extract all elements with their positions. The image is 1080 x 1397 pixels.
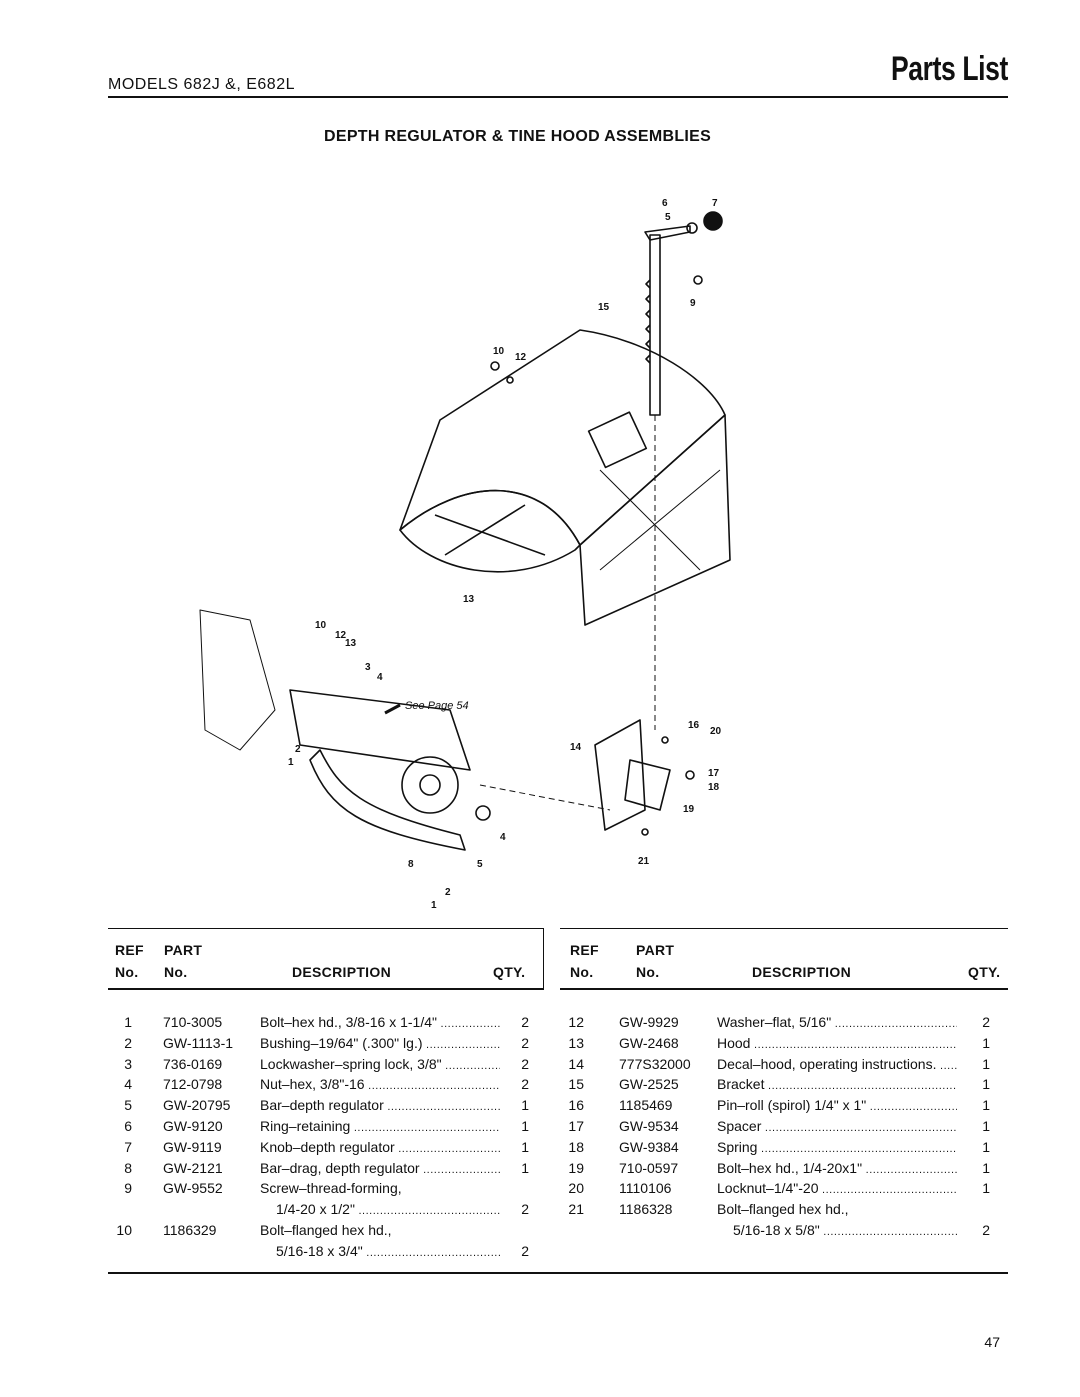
callout-13-hood: 13 bbox=[463, 594, 475, 605]
callout-12-upper: 12 bbox=[515, 352, 527, 363]
ref-number: 8 bbox=[124, 1159, 132, 1176]
table-row bbox=[560, 1137, 1008, 1158]
part-description: Bar–drag, depth regulator ..... bbox=[260, 1158, 500, 1181]
table-row bbox=[108, 1220, 543, 1241]
table-row bbox=[108, 1074, 543, 1095]
ref-number: 13 bbox=[568, 1034, 584, 1051]
part-description: Locknut–1/4"-20 ..... bbox=[717, 1178, 957, 1201]
quantity: 2 bbox=[521, 1014, 529, 1030]
part-description: Ring–retaining ..... bbox=[260, 1116, 500, 1139]
drag-bar-shape bbox=[310, 750, 465, 850]
quantity: 1 bbox=[982, 1055, 990, 1072]
quantity: 1 bbox=[982, 1076, 990, 1093]
part-description: 1/4-20 x 1/2" ..... bbox=[276, 1199, 500, 1222]
part-description: Washer–flat, 5/16" ..... bbox=[717, 1012, 957, 1035]
ref-number: 20 bbox=[568, 1180, 584, 1197]
exploded-parts-diagram bbox=[180, 170, 740, 920]
callout-5: 5 bbox=[665, 212, 671, 223]
quantity: 2 bbox=[521, 1055, 529, 1072]
ref-number: 21 bbox=[568, 1201, 584, 1218]
part-description: Decal–hood, operating instructions. ..... bbox=[717, 1054, 957, 1077]
part-number: GW-9119 bbox=[163, 1138, 222, 1155]
callout-4-lower: 4 bbox=[500, 832, 506, 843]
part-number: 1185469 bbox=[619, 1097, 673, 1114]
part-number: 712-0798 bbox=[163, 1076, 223, 1093]
part-number: GW-9552 bbox=[163, 1180, 223, 1197]
tine-hub-center-shape bbox=[420, 775, 440, 795]
callout-1-lower: 1 bbox=[431, 900, 437, 911]
depth-regulator-bar-shape bbox=[650, 235, 660, 415]
part-number: GW-9929 bbox=[619, 1014, 679, 1030]
ref-number: 14 bbox=[568, 1055, 584, 1072]
table-row bbox=[108, 1095, 543, 1116]
quantity: 2 bbox=[521, 1076, 529, 1093]
bar-handle-shape bbox=[645, 226, 690, 240]
part-description: 5/16-18 x 3/4" ..... bbox=[276, 1241, 500, 1264]
part-description: Bolt–hex hd., 1/4-20x1" ..... bbox=[717, 1158, 957, 1181]
hood-brace-shape bbox=[435, 505, 545, 555]
ref-number: 19 bbox=[568, 1159, 584, 1176]
table-row bbox=[108, 1158, 543, 1179]
table-bottom-rule bbox=[108, 1272, 1008, 1274]
part-number: 710-3005 bbox=[163, 1014, 223, 1030]
table-row bbox=[560, 1178, 1008, 1199]
part-description: Bushing–19/64" (.300" lg.) ..... bbox=[260, 1033, 500, 1056]
ref-number: 17 bbox=[568, 1118, 584, 1134]
retaining-ring-shape bbox=[687, 223, 697, 233]
callout-17: 17 bbox=[708, 768, 720, 779]
callout-20: 19 bbox=[683, 804, 695, 815]
part-description: Nut–hex, 3/8"-16 ..... bbox=[260, 1074, 500, 1097]
bracket-plate-shape bbox=[625, 760, 670, 810]
part-description: Knob–depth regulator ..... bbox=[260, 1137, 500, 1160]
quantity: 1 bbox=[982, 1159, 990, 1176]
callout-6: 6 bbox=[662, 198, 668, 209]
ref-number: 12 bbox=[568, 1014, 584, 1030]
table-row bbox=[108, 1033, 543, 1054]
quantity: 2 bbox=[521, 1034, 529, 1051]
part-description: Pin–roll (spirol) 1/4" x 1" ..... bbox=[717, 1095, 957, 1118]
part-description: Bar–depth regulator ..... bbox=[260, 1095, 500, 1118]
header-rule bbox=[108, 96, 1008, 98]
quantity: 2 bbox=[521, 1242, 529, 1259]
callout-19: 20 bbox=[710, 726, 722, 737]
callout-3: 3 bbox=[365, 662, 371, 673]
part-description: Bolt–hex hd., 3/8-16 x 1-1/4" ..... bbox=[260, 1012, 500, 1035]
diagram-svg bbox=[180, 170, 740, 920]
callout-10-upper: 10 bbox=[493, 346, 505, 357]
table-row bbox=[560, 1220, 1008, 1241]
part-description: Hood ..... bbox=[717, 1033, 957, 1056]
quantity: 1 bbox=[982, 1180, 990, 1197]
ref-number: 4 bbox=[124, 1076, 132, 1093]
page-number: 47 bbox=[984, 1334, 1000, 1350]
left-part-header: PART bbox=[164, 942, 203, 958]
part-number: GW-2468 bbox=[619, 1034, 679, 1051]
ref-number: 16 bbox=[568, 1097, 584, 1114]
see-page-arrow bbox=[385, 705, 400, 713]
center-line-shape bbox=[480, 415, 655, 810]
table-row bbox=[560, 1074, 1008, 1095]
part-description: Bolt–flanged hex hd., bbox=[260, 1222, 392, 1238]
quantity: 1 bbox=[982, 1138, 990, 1155]
spring-shape bbox=[686, 771, 694, 779]
part-number: GW-2525 bbox=[619, 1076, 679, 1093]
right-qty-header: QTY. bbox=[968, 964, 1001, 980]
right-description-header: DESCRIPTION bbox=[752, 964, 851, 980]
ref-number: 3 bbox=[124, 1055, 132, 1072]
table-row bbox=[108, 1178, 543, 1199]
table-row bbox=[108, 1012, 543, 1033]
washer-shape bbox=[507, 377, 513, 383]
bolt-21-shape bbox=[642, 829, 648, 835]
part-number: 710-0597 bbox=[619, 1159, 679, 1176]
ref-number: 7 bbox=[124, 1138, 132, 1155]
table-row bbox=[108, 1054, 543, 1075]
callout-labels bbox=[288, 198, 722, 911]
ref-number: 10 bbox=[116, 1222, 132, 1238]
bracket-shape bbox=[595, 720, 645, 830]
right-part-no-header: No. bbox=[636, 964, 660, 980]
ref-number: 1 bbox=[124, 1014, 132, 1030]
table-left-header-rule bbox=[108, 988, 543, 990]
part-number: 1186328 bbox=[619, 1201, 673, 1218]
left-part-no-header: No. bbox=[164, 964, 188, 980]
part-description: Bolt–flanged hex hd., bbox=[717, 1201, 849, 1218]
ref-number: 9 bbox=[124, 1180, 132, 1197]
table-row bbox=[108, 1137, 543, 1158]
table-row bbox=[560, 1012, 1008, 1033]
right-ref-no-header: No. bbox=[570, 964, 594, 980]
callout-7: 7 bbox=[712, 198, 718, 209]
ref-number: 2 bbox=[124, 1034, 132, 1051]
table-row bbox=[108, 1199, 543, 1220]
left-ref-no-header: No. bbox=[115, 964, 139, 980]
callout-8: 8 bbox=[408, 859, 414, 870]
part-number: GW-9534 bbox=[619, 1118, 679, 1134]
pin-shape bbox=[662, 737, 668, 743]
callout-15: 14 bbox=[570, 742, 582, 753]
quantity: 2 bbox=[521, 1201, 529, 1218]
callout-9: 9 bbox=[690, 298, 696, 309]
screw-shape bbox=[694, 276, 702, 284]
part-number: GW-1113-1 bbox=[163, 1034, 234, 1051]
left-qty-header: QTY. bbox=[493, 964, 526, 980]
table-row bbox=[560, 1095, 1008, 1116]
table-row bbox=[560, 1054, 1008, 1075]
knob-shape bbox=[704, 212, 722, 230]
part-number: GW-20795 bbox=[163, 1097, 231, 1114]
table-column-divider bbox=[543, 928, 544, 990]
callout-21: 21 bbox=[638, 856, 650, 867]
engine-frame-shape bbox=[200, 610, 275, 750]
quantity: 1 bbox=[521, 1138, 529, 1155]
callout-14: 15 bbox=[598, 302, 610, 313]
table-left-top-rule bbox=[108, 928, 543, 929]
table-row bbox=[560, 1033, 1008, 1054]
callout-16: 16 bbox=[688, 720, 700, 731]
quantity: 1 bbox=[521, 1118, 529, 1134]
quantity: 1 bbox=[982, 1097, 990, 1114]
part-number: 777S32000 bbox=[619, 1055, 691, 1072]
part-number: GW-9384 bbox=[619, 1138, 679, 1155]
decal-shape bbox=[589, 412, 647, 467]
ref-number: 15 bbox=[568, 1076, 584, 1093]
part-description: Spring ..... bbox=[717, 1137, 957, 1160]
table-row bbox=[560, 1116, 1008, 1137]
hood-top-shape bbox=[400, 330, 725, 545]
right-ref-header: REF bbox=[570, 942, 599, 958]
ref-number: 6 bbox=[124, 1118, 132, 1134]
quantity: 2 bbox=[982, 1222, 990, 1238]
callout-4-upper: 4 bbox=[377, 672, 383, 683]
page-title: Parts List bbox=[891, 50, 1008, 88]
callout-12-lower: 12 bbox=[335, 630, 347, 641]
callout-18: 18 bbox=[708, 782, 720, 793]
models-heading: MODELS 682J &, E682L bbox=[108, 76, 295, 93]
callout-13-lower: 13 bbox=[345, 638, 357, 649]
hardware-4-shape bbox=[476, 806, 490, 820]
right-part-header: PART bbox=[636, 942, 675, 958]
ref-number: 18 bbox=[568, 1138, 584, 1155]
callout-2-lower: 2 bbox=[445, 887, 451, 898]
part-description: Bracket ..... bbox=[717, 1074, 957, 1097]
hood-front-shape bbox=[400, 491, 580, 572]
part-description: Screw–thread-forming, bbox=[260, 1180, 402, 1197]
callout-1: 1 bbox=[288, 757, 294, 768]
table-row bbox=[108, 1241, 543, 1262]
left-description-header: DESCRIPTION bbox=[292, 964, 391, 980]
left-ref-header: REF bbox=[115, 942, 144, 958]
table-right-header-rule bbox=[560, 988, 1008, 990]
quantity: 1 bbox=[982, 1118, 990, 1134]
part-number: 1110106 bbox=[619, 1180, 672, 1197]
part-description: 5/16-18 x 5/8" ..... bbox=[733, 1220, 957, 1243]
part-description: Lockwasher–spring lock, 3/8" ..... bbox=[260, 1054, 500, 1077]
part-number: 1186329 bbox=[163, 1222, 217, 1238]
part-number: 736-0169 bbox=[163, 1055, 223, 1072]
quantity: 1 bbox=[521, 1159, 529, 1176]
ref-number: 5 bbox=[124, 1097, 132, 1114]
table-row bbox=[560, 1199, 1008, 1220]
hood-side-brace-shape bbox=[600, 470, 720, 570]
callout-5-lower: 5 bbox=[477, 859, 483, 870]
callout-2: 2 bbox=[295, 744, 301, 755]
section-title: DEPTH REGULATOR & TINE HOOD ASSEMBLIES bbox=[324, 128, 712, 145]
part-number: GW-2121 bbox=[163, 1159, 223, 1176]
table-row bbox=[108, 1116, 543, 1137]
bolt-shape bbox=[491, 362, 499, 370]
tine-hub-shape bbox=[402, 757, 458, 813]
quantity: 1 bbox=[982, 1034, 990, 1051]
table-right-top-rule bbox=[560, 928, 1008, 929]
table-row bbox=[560, 1158, 1008, 1179]
see-page-note: See Page 54 bbox=[405, 700, 469, 712]
part-description: Spacer ..... bbox=[717, 1116, 957, 1139]
quantity: 2 bbox=[982, 1014, 990, 1030]
part-number: GW-9120 bbox=[163, 1118, 223, 1134]
callout-10-lower: 10 bbox=[315, 620, 327, 631]
quantity: 1 bbox=[521, 1097, 529, 1114]
